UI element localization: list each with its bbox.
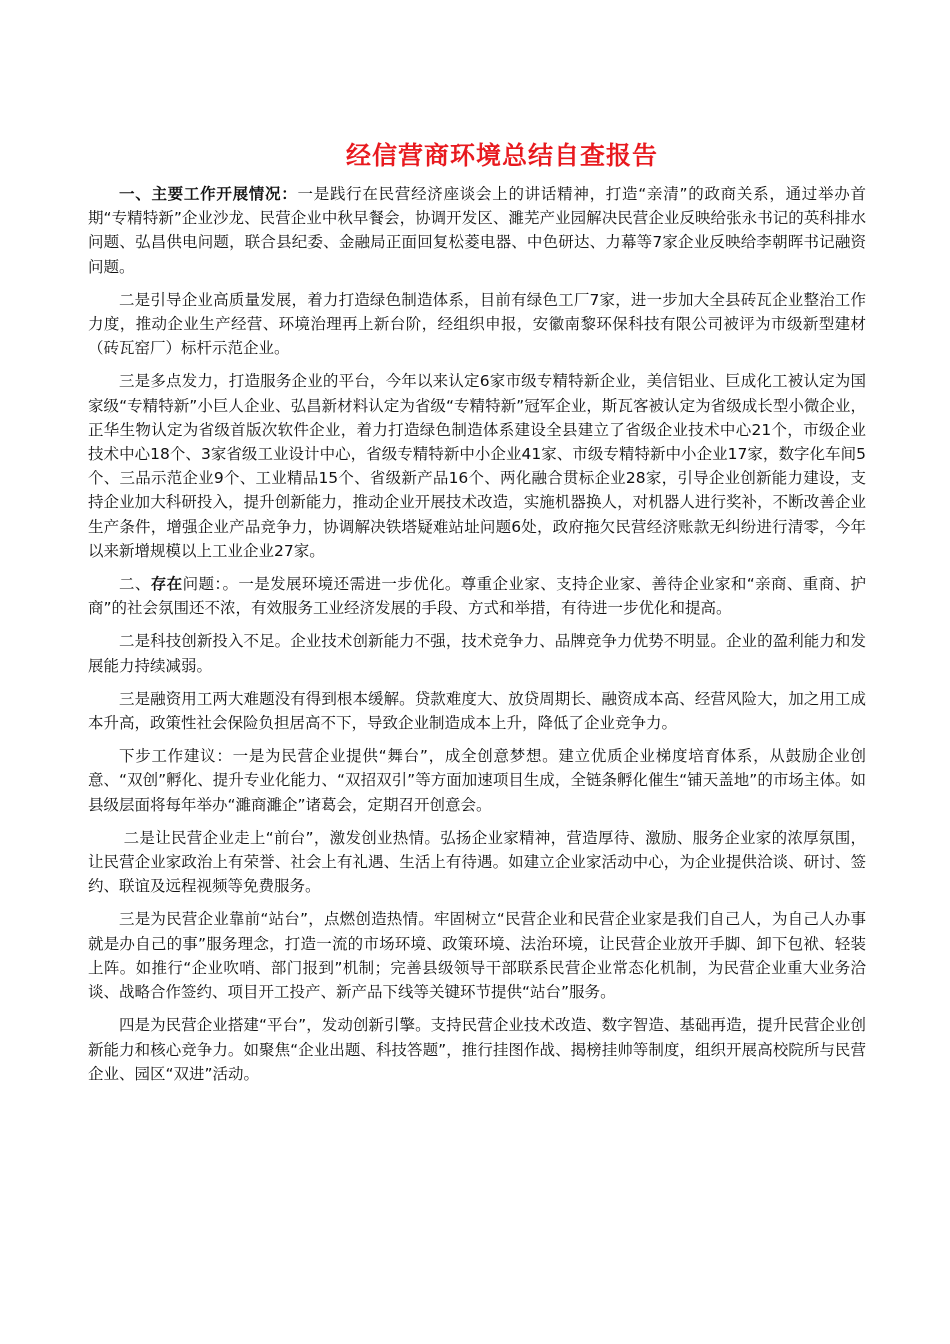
paragraph-text: 下步工作建议：一是为民营企业提供“舞台”，成全创意梦想。建立优质企业梯度培育体系，从鼓励企业创意、“双创”孵化、提升专业化能力、“双招双引”等方面加速项目生成，全链条孵化催生“铺天盖地”的市场主体。如县级层面将每年举办“濉商濉企”诸葛会，定期召开创意会。 [88,747,866,814]
paragraph-platform-support [88,907,866,1004]
paragraph-text: 二是引导企业高质量发展，着力打造绿色制造体系，目前有绿色工厂7家，进一步加大全县砖瓦企业整治工作力度，推动企业生产经营、环境治理再上新台阶，经组织申报，安徽南黎环保科技有限公司被评为市级新型建材（砖瓦窑厂）标杆示范企业。 [88,290,866,358]
paragraph-financing-labor [88,687,866,735]
paragraph-text: 二是科技创新投入不足。企业技术创新能力不强，技术竞争力、品牌竞争力优势不明显。企业的盈利能力和发展能力持续减弱。 [88,632,866,675]
paragraph-innovation-engine [88,1013,866,1086]
document-body [88,182,866,1095]
section-number: 二、 [119,575,151,594]
paragraph-text: 问题：。一是发展环境还需进一步优化。尊重企业家、支持企业家、善待企业家和“亲商、重商、护商”的社会氛围还不浓，有效服务工业经济发展的手段、方式和举措，有待进一步优化和提高。 [88,575,866,618]
paragraph-text: 三是多点发力，打造服务企业的平台，今年以来认定6家市级专精特新企业，美信铝业、巨成化工被认定为国家级“专精特新”小巨人企业、弘昌新材料认定为省级“专精特新”冠军企业，斯瓦客被认定为省级成长型小微企业，正华生物认定为省级首版次软件企业，着力打造绿色制造体系建设全县建立了省级企业技术中心21个，市级企业技术中心18个、3家省级工业设计中心，省级专精特新中小企业41家、市级专精特新中小企业17家，数字化车间5个、三品示范企业9个、工业精品15个、省级新产品16个、两化融合贯标企业28家，引导企业创新能力建设，支持企业加大科研投入，提升创新能力，推动企业开展技术改造，实施机器换人，对机器人进行奖补，不断改善企业生产条件，增强企业产品竞争力，协调解决铁塔疑难站址问题6处，政府拖欠民营经济账款无纠纷进行清零，今年以来新增规模以上工业企业27家。 [88,372,866,560]
paragraph-existing-problems [88,572,866,620]
section-heading-main-work: 一、主要工作开展情况： [119,185,298,203]
section-heading-problems: 存在 [150,575,183,594]
paragraph-service-platform [88,369,866,563]
paragraph-next-steps [88,744,866,817]
paragraph-text: 二是让民营企业走上“前台”，激发创业热情。弘扬企业家精神，营造厚待、激励、服务企业家的浓厚氛围，让民营企业家政治上有荣誉、社会上有礼遇、生活上有待遇。如建立企业家活动中心，为企业提供洽谈、研讨、签约、联谊及远程视频等免费服务。 [88,828,866,896]
paragraph-green-manufacturing [88,288,866,361]
paragraph-front-stage [88,826,866,899]
paragraph-text: 一是践行在民营经济座谈会上的讲话精神，打造“亲清”的政商关系，通过举办首期“专精特新”企业沙龙、民营企业中秋早餐会，协调开发区、濉芜产业园解决民营企业反映给张永书记的英科排水问题、弘昌供电问题，联合县纪委、金融局正面回复松菱电器、中色研达、力幕等7家企业反映给李朝晖书记融资问题。 [88,185,866,276]
paragraph-text: 四是为民营企业搭建“平台”，发动创新引擎。支持民营企业技术改造、数字智造、基础再造，提升民营企业创新能力和核心竞争力。如聚焦“企业出题、科技答题”，推行挂图作战、揭榜挂帅等制度，组织开展高校院所与民营企业、园区“双进”活动。 [88,1016,866,1083]
paragraph-main-work [88,182,866,279]
paragraph-text: 三是融资用工两大难题没有得到根本缓解。贷款难度大、放贷周期长、融资成本高、经营风险大，加之用工成本升高，政策性社会保险负担居高不下，导致企业制造成本上升，降低了企业竞争力。 [88,689,866,733]
document-title: 经信营商环境总结自查报告 [345,141,658,170]
paragraph-text: 三是为民营企业靠前“站台”，点燃创造热情。牢固树立“民营企业和民营企业家是我们自己人，为自己人办事就是办自己的事”服务理念，打造一流的市场环境、政策环境、法治环境，让民营企业放开手脚、卸下包袱、轻装上阵。如推行“企业吹哨、部门报到”机制；完善县级领导干部联系民营企业常态化机制，为民营企业重大业务洽谈、战略合作签约、项目开工投产、新产品下线等关键环节提供“站台”服务。 [88,910,866,1002]
paragraph-tech-innovation [88,629,866,677]
